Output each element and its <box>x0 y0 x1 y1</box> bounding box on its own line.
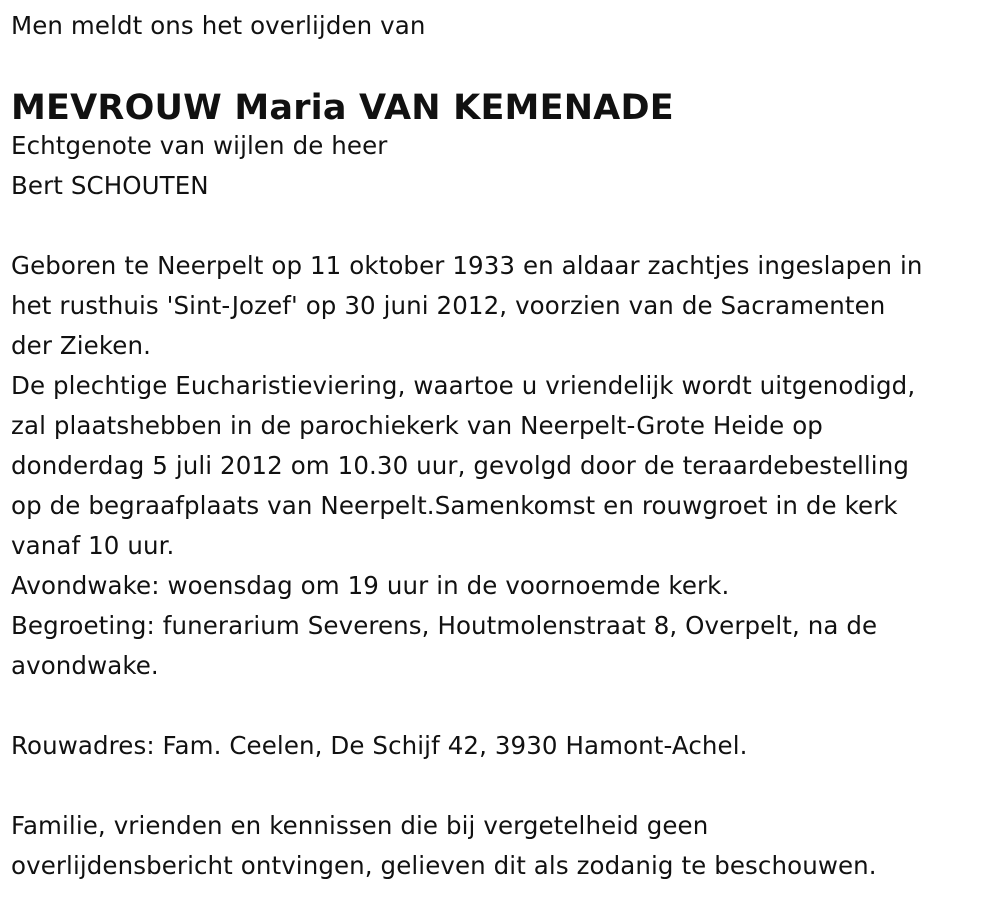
details-line: De plechtige Eucharistieviering, waartoe u vriendelijk wordt uitgenodigd, <box>11 371 916 400</box>
closing-line: Familie, vrienden en kennissen die bij vergetelheid geen <box>11 811 709 840</box>
details-line: het rusthuis 'Sint-Jozef' op 30 juni 2012, voorzien van de Sacramenten <box>11 291 886 320</box>
details-line: der Zieken. <box>11 331 151 360</box>
death-notice <box>11 6 996 886</box>
deceased-name: MEVROUW Maria VAN KEMENADE <box>11 88 674 128</box>
details-paragraph <box>11 246 996 686</box>
details-line: Begroeting: funerarium Severens, Houtmolenstraat 8, Overpelt, na de <box>11 611 878 640</box>
details-line: op de begraafplaats van Neerpelt.Samenkomst en rouwgroet in de kerk <box>11 491 898 520</box>
mourning-address: Rouwadres: Fam. Ceelen, De Schijf 42, 3930 Hamont-Achel. <box>11 731 748 760</box>
details-line: avondwake. <box>11 651 159 680</box>
details-line: donderdag 5 juli 2012 om 10.30 uur, gevolgd door de teraardebestelling <box>11 451 909 480</box>
spouse-line: Echtgenote van wijlen de heer <box>11 131 388 160</box>
closing-line: overlijdensbericht ontvingen, gelieven dit als zodanig te beschouwen. <box>11 851 877 880</box>
details-line: Geboren te Neerpelt op 11 oktober 1933 en aldaar zachtjes ingeslapen in <box>11 251 923 280</box>
details-line: Avondwake: woensdag om 19 uur in de voornoemde kerk. <box>11 571 730 600</box>
spacer <box>11 766 996 806</box>
details-line: vanaf 10 uur. <box>11 531 175 560</box>
spouse-name: Bert SCHOUTEN <box>11 171 209 200</box>
spacer <box>11 206 996 246</box>
closing-paragraph <box>11 806 996 886</box>
spacer <box>11 686 996 726</box>
details-line: zal plaatshebben in de parochiekerk van Neerpelt-Grote Heide op <box>11 411 823 440</box>
notice-intro: Men meldt ons het overlijden van <box>11 11 426 40</box>
